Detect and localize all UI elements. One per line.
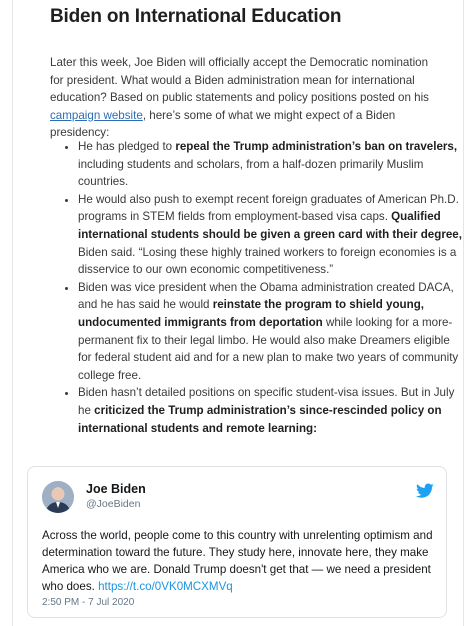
bullet-bold-text: criticized the Trump administration’s since-rescinded policy on international students and remote learning:: [78, 403, 442, 435]
article-intro: [50, 54, 430, 142]
tweet-author-handle[interactable]: @JoeBiden: [86, 498, 141, 510]
bullet-travel-ban: [78, 138, 463, 191]
twitter-bird-icon[interactable]: [416, 483, 434, 499]
bullet-daca: [78, 279, 463, 385]
tweet-link[interactable]: https://t.co/0VK0MCXMVq: [98, 580, 233, 593]
bullet-text: He would also push to exempt recent foreign graduates of American Ph.D. programs in STEM fields from employment-based visa caps.: [78, 192, 459, 224]
tweet-timestamp[interactable]: 2:50 PM - 7 Jul 2020: [42, 597, 135, 608]
avatar-photo: [42, 481, 74, 513]
bullet-text: Biden hasn’t detailed positions on specific student-visa issues. But in July he: [78, 386, 455, 417]
bullet-bold-text: Qualified international students should be given a green card with their degree,: [78, 210, 462, 241]
article-title: Biden on International Education: [50, 6, 342, 27]
tweet-body: Across the world, people come to this country with unrelenting optimism and determination toward the future. They study here, innovate here, they make America who we are. Donald Trump doesn't get that — we need a president who does.: [42, 529, 433, 593]
bullet-text: including students and scholars, from a half-dozen primarily Muslim countries.: [78, 157, 424, 189]
bullet-text: He has pledged to: [78, 140, 176, 153]
intro-text-1: Later this week, Joe Biden will officially accept the Democratic nomination for president. What would a Biden administration mean for international education? Based on public statements and policy positions posted on his: [50, 56, 429, 105]
policy-bullet-list: [50, 138, 463, 437]
bullet-student-visa: [78, 384, 463, 437]
intro-text-2: , here’s some of what we might expect of a Biden presidency:: [50, 108, 396, 140]
embedded-tweet[interactable]: [27, 466, 447, 618]
tweet-text: [42, 527, 442, 595]
avatar[interactable]: [42, 481, 74, 513]
bullet-bold-text: repeal the Trump administration’s ban on travelers,: [175, 140, 458, 153]
bullet-text: while looking for a more-permanent fix to their legal limbo. He would also make Dreamers eligible for federal student aid and for a new plan to make two years of community college free.: [78, 315, 459, 382]
bullet-text: Biden said. “Losing these highly trained workers to foreign economies is a disservice to our own economic competitiveness.”: [78, 245, 457, 277]
bullet-text: Biden was vice president when the Obama administration created DACA, and he has said he would: [78, 280, 454, 312]
tweet-author-name[interactable]: Joe Biden: [86, 482, 146, 496]
bullet-green-card: [78, 191, 463, 279]
bullet-bold-text: reinstate the program to shield young, undocumented immigrants from deportation: [78, 298, 425, 329]
campaign-website-link[interactable]: campaign website: [50, 108, 143, 122]
